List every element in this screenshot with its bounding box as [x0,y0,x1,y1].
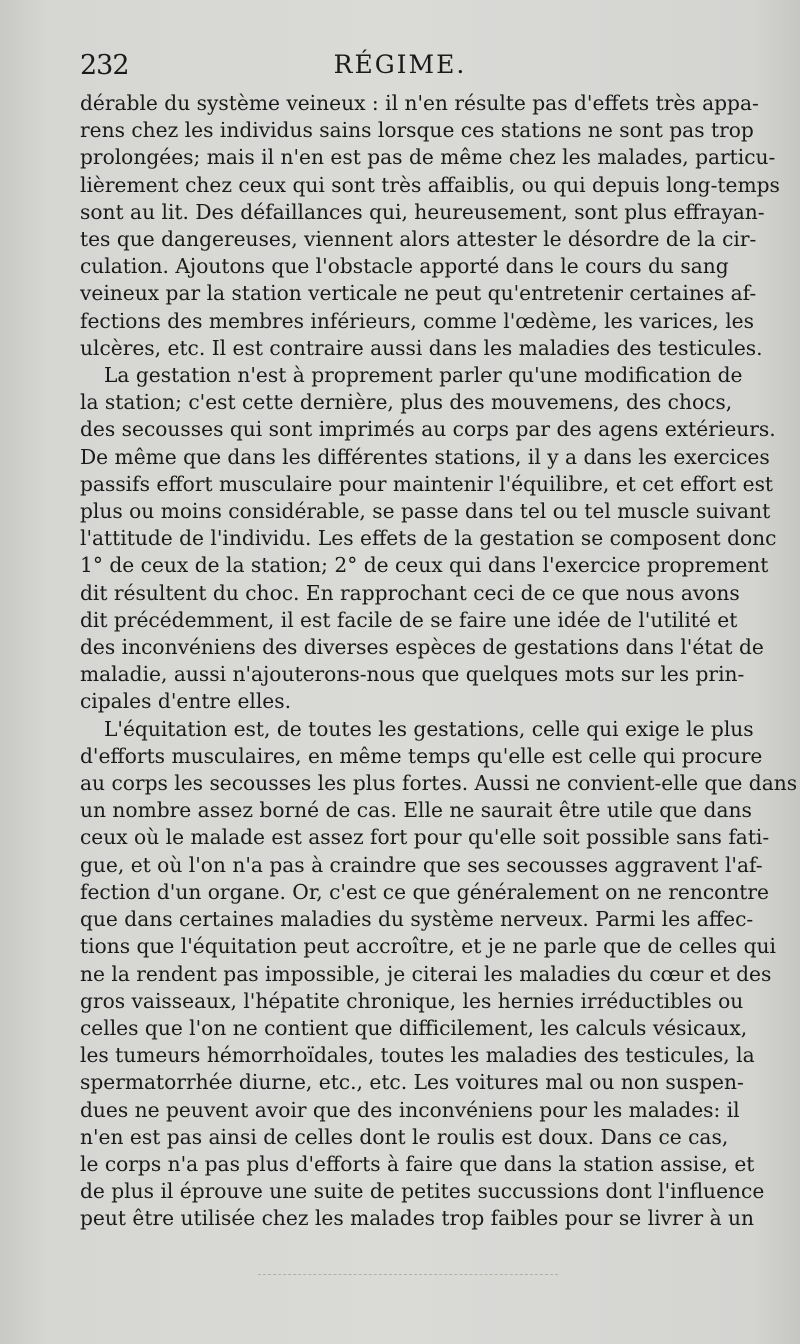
text-line: fections des membres inférieurs, comme l'œdème, les varices, les [80,308,754,333]
text-line: le corps n'a pas plus d'efforts à faire que dans la station assise, et [80,1151,755,1176]
text-line: ulcères, etc. Il est contraire aussi dans les maladies des testicules. [80,335,763,360]
text-line: lièrement chez ceux qui sont très affaiblis, ou qui depuis long-temps [80,172,780,197]
text-line: rens chez les individus sains lorsque ces stations ne sont pas trop [80,118,754,143]
text-line: fection d'un organe. Or, c'est ce que généralement on ne rencontre [80,879,770,904]
page-number: 232 [80,50,129,81]
text-line: cipales d'entre elles. [80,689,292,714]
text-line: un nombre assez borné de cas. Elle ne saurait être utile que dans [80,798,752,823]
text-line: celles que l'on ne contient que difficilement, les calculs vésicaux, [80,1015,748,1040]
text-line: prolongées; mais il n'en est pas de même chez les malades, particu- [80,145,776,170]
text-line: La gestation n'est à proprement parler qu'une modification de [104,363,743,388]
text-line: dit précédemment, il est facile de se faire une idée de l'utilité et [80,607,738,632]
body-text [80,90,798,1233]
text-line: dues ne peuvent avoir que des inconvéniens pour les malades: il [80,1097,740,1122]
text-line: peut être utilisée chez les malades trop faibles pour se livrer à un [80,1206,755,1231]
text-line: sont au lit. Des défaillances qui, heureusement, sont plus effrayan- [80,199,765,224]
page-foot-mark [258,1274,558,1275]
text-line: n'en est pas ainsi de celles dont le roulis est doux. Dans ce cas, [80,1124,729,1149]
text-line: que dans certaines maladies du système nerveux. Parmi les affec- [80,907,754,932]
text-line: 1° de ceux de la station; 2° de ceux qui dans l'exercice proprement [80,553,769,578]
text-line: De même que dans les différentes stations, il y a dans les exercices [80,444,770,469]
text-line: de plus il éprouve une suite de petites succussions dont l'influence [80,1179,765,1204]
text-line: dit résultent du choc. En rapprochant ceci de ce que nous avons [80,580,740,605]
page-header [80,42,720,82]
paragraph [80,716,798,1233]
text-line: la station; c'est cette dernière, plus des mouvemens, des chocs, [80,390,733,415]
paragraph [80,362,777,716]
text-line: maladie, aussi n'ajouterons-nous que quelques mots sur les prin- [80,662,745,687]
text-line: dérable du système veineux : il n'en résulte pas d'effets très appa- [80,91,759,115]
text-line: des inconvéniens des diverses espèces de gestations dans l'état de [80,635,764,660]
text-line: d'efforts musculaires, en même temps qu'elle est celle qui procure [80,743,763,768]
text-line: tions que l'équitation peut accroître, et je ne parle que de celles qui [80,934,777,959]
paragraph [80,90,780,362]
text-line: gue, et où l'on n'a pas à craindre que ses secousses aggravent l'af- [80,852,763,877]
text-line: des secousses qui sont imprimés au corps par des agens extérieurs. [80,417,776,442]
text-line: passifs effort musculaire pour maintenir l'équilibre, et cet effort est [80,471,774,496]
text-line: l'attitude de l'individu. Les effets de la gestation se composent donc [80,526,777,551]
text-line: tes que dangereuses, viennent alors attester le désordre de la cir- [80,227,757,252]
text-line: spermatorrhée diurne, etc., etc. Les voitures mal ou non suspen- [80,1070,744,1095]
text-line: culation. Ajoutons que l'obstacle apporté dans le cours du sang [80,254,729,279]
running-title: RÉGIME. [333,50,467,79]
text-line: les tumeurs hémorrhoïdales, toutes les maladies des testicules, la [80,1043,755,1068]
text-line: au corps les secousses les plus fortes. Aussi ne convient-elle que dans [80,771,798,796]
text-line: ceux où le malade est assez fort pour qu'elle soit possible sans fati- [80,825,770,850]
text-line: L'équitation est, de toutes les gestations, celle qui exige le plus [104,716,754,741]
text-line: ne la rendent pas impossible, je citerai les maladies du cœur et des [80,961,772,986]
text-line: gros vaisseaux, l'hépatite chronique, les hernies irréductibles ou [80,988,744,1013]
text-line: veineux par la station verticale ne peut qu'entretenir certaines af- [80,281,757,306]
text-line: plus ou moins considérable, se passe dans tel ou tel muscle suivant [80,499,771,524]
